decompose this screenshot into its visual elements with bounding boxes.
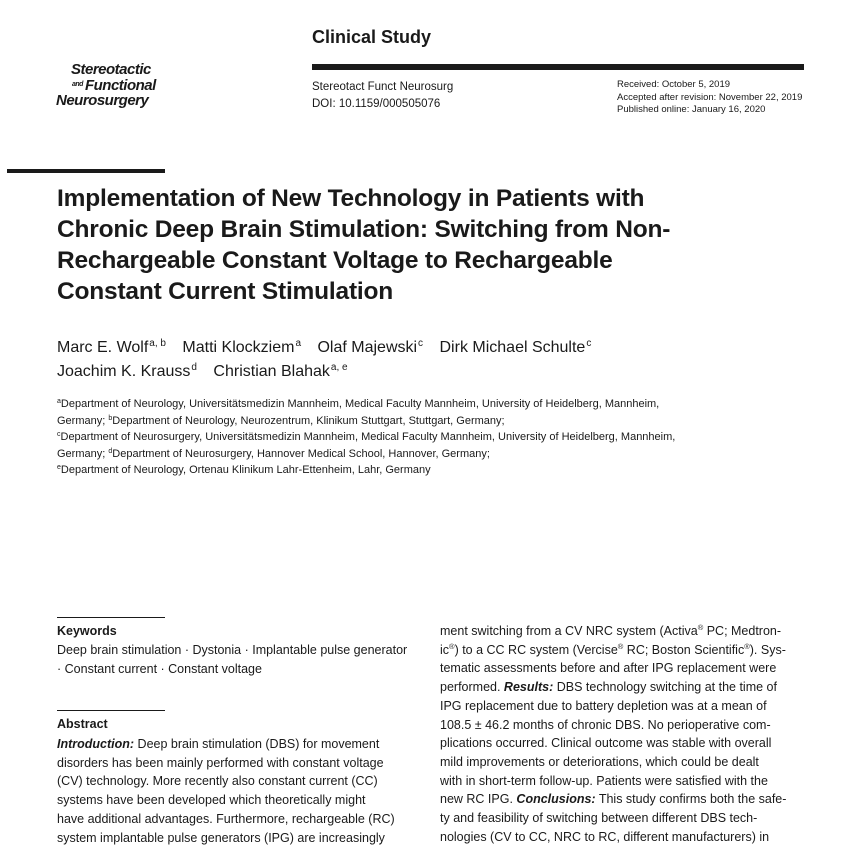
doi[interactable]: DOI: 10.1159/000505076 — [312, 98, 441, 110]
logo-and: and — [72, 81, 83, 88]
affiliation: $^e$Department of Neurology, Ortenau Klinikum Lahr-Ettenheim, Lahr, Germany — [57, 464, 431, 476]
article-title: Implementation of New Technology in Patients with Chronic Deep Brain Stimulation: Switching from Non-Rechargeable Constant Voltage to Rechargeable Constant Current Stimulation — [57, 185, 671, 305]
abstract-line: system implantable pulse generators (IPG) are increasingly — [57, 830, 385, 845]
introduction-label: Introduction: — [57, 737, 135, 751]
author[interactable]: Matti Klockziem$^a$ — [182, 338, 302, 356]
author[interactable]: Christian Blahak$^{a, e}$ — [213, 362, 348, 380]
keywords-rule — [57, 617, 165, 618]
affiliations — [57, 396, 697, 479]
journal-logo — [56, 62, 186, 108]
abstract-line: ic®) to a CC RC system (Vercise® RC; Boston Scientific®). Sys- — [440, 641, 786, 657]
keywords-text: Deep brain stimulation · Dystonia · Implantable pulse generator · Constant current · Constant voltage — [57, 643, 408, 676]
abstract-line: tematic assessments before and after IPG replacement were — [440, 661, 777, 676]
abstract-line: with in short-term follow-up. Patients were satisfied with the — [440, 773, 768, 788]
title-rule — [7, 169, 165, 173]
abstract-line: performed. Results: DBS technology switching at the time of — [440, 680, 777, 695]
abstract-line: IPG replacement due to battery depletion was at a mean of — [440, 698, 767, 713]
keywords-heading: Keywords — [57, 624, 117, 638]
abstract-line: have additional advantages. Furthermore, rechargeable (RC) — [57, 811, 395, 826]
published-date: Published online: January 16, 2020 — [617, 104, 766, 115]
abstract-heading: Abstract — [57, 717, 108, 731]
author[interactable]: Olaf Majewski$^c$ — [317, 338, 424, 356]
abstract-line: Introduction: Deep brain stimulation (DBS) for movement — [57, 737, 380, 751]
results-label: Results: — [503, 680, 554, 695]
journal-name: Stereotact Funct Neurosurg — [312, 81, 454, 93]
abstract-line: plications occurred. Clinical outcome was stable with overall — [440, 736, 772, 751]
accepted-date: Accepted after revision: November 22, 2019 — [617, 91, 803, 103]
abstract-line: ty and feasibility of switching between different DBS tech- — [440, 811, 758, 826]
conclusions-label: Conclusions: — [516, 792, 596, 807]
abstract-rule — [57, 710, 165, 711]
logo-line-2: Functional — [84, 77, 156, 94]
logo-line-3: Neurosurgery — [56, 92, 149, 109]
abstract-line: new RC IPG. Conclusions: This study confirms both the safe- — [440, 792, 787, 807]
header-rule — [312, 64, 804, 70]
logo-line-1: Stereotactic — [71, 61, 151, 78]
author[interactable]: Joachim K. Krauss$^d$ — [57, 362, 197, 380]
abstract-line: mild improvements or deteriorations, which could be dealt — [440, 754, 759, 769]
affiliation: $^c$Department of Neurosurgery, Universitätsmedizin Mannheim, Medical Faculty Mannheim, University of Heidelberg, Mannheim, Germany; — [57, 431, 676, 460]
document-type: Clinical Study — [312, 27, 432, 47]
abstract-line: disorders has been mainly performed with constant voltage — [57, 755, 384, 770]
article-dates — [617, 79, 802, 117]
journal-info — [312, 79, 453, 113]
abstract-line: 108.5 ± 46.2 months of chronic DBS. No perioperative com- — [440, 717, 771, 732]
abstract-line: (CV) technology. More recently also constant current (CC) — [57, 774, 378, 789]
abstract-line: nologies (CV to CC, NRC to RC, different manufacturers) in — [440, 829, 770, 844]
abstract-column-1 — [57, 735, 422, 847]
abstract-line: systems have been developed which theoretically might — [57, 793, 366, 808]
author-list — [57, 336, 777, 384]
affiliation: $^d$Department of Neurosurgery, Hannover Medical School, Hannover, Germany; — [108, 447, 490, 460]
abstract-column-2 — [440, 622, 806, 846]
abstract-line: ment switching from a CV NRC system (Activa® PC; Medtron- — [440, 623, 782, 638]
received-date: Received: October 5, 2019 — [617, 79, 731, 90]
affiliation: $^a$Department of Neurology, Universitätsmedizin Mannheim, Medical Faculty Mannheim, University of Heidelberg, Mannheim, Germany; — [57, 398, 660, 427]
affiliation: $^b$Department of Neurology, Neurozentrum, Klinikum Stuttgart, Stuttgart, Germany; — [108, 414, 505, 427]
author[interactable]: Dirk Michael Schulte$^c$ — [439, 338, 592, 356]
author[interactable]: Marc E. Wolf$^{a, b}$ — [57, 338, 166, 356]
